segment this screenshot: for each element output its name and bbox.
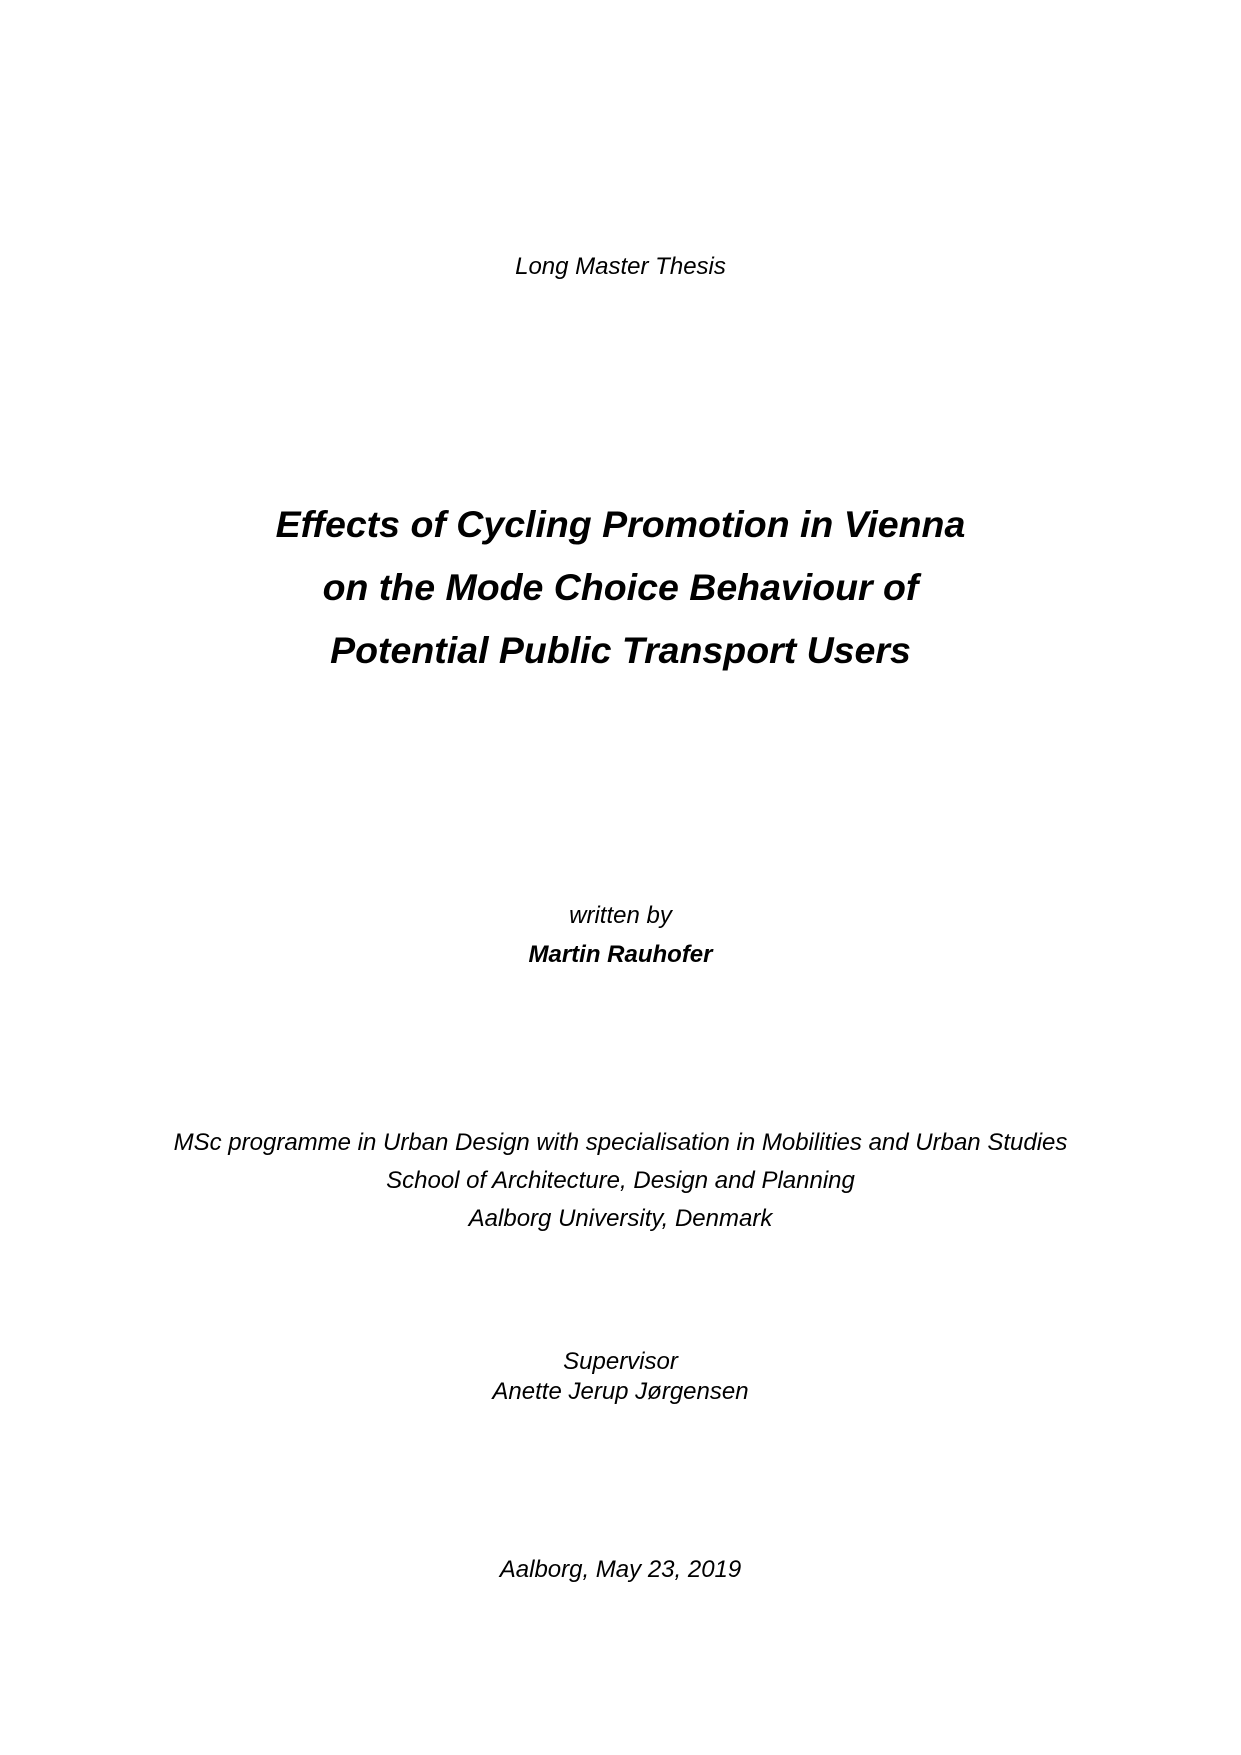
title-line-2: on the Mode Choice Behaviour of	[322, 566, 919, 608]
document-kicker: Long Master Thesis	[515, 253, 726, 280]
school-line: School of Architecture, Design and Planning	[386, 1167, 855, 1194]
programme-line: MSc programme in Urban Design with specialisation in Mobilities and Urban Studies	[173, 1129, 1068, 1156]
supervisor-label: Supervisor	[563, 1348, 678, 1375]
author-name: Martin Rauhofer	[528, 941, 713, 968]
supervisor-name: Anette Jerup Jørgensen	[492, 1378, 749, 1405]
byline	[0, 896, 1241, 974]
title-line-1: Effects of Cycling Promotion in Vienna	[275, 503, 966, 545]
byline-label: written by	[569, 902, 672, 929]
document-title	[0, 493, 1241, 682]
title-line-3: Potential Public Transport Users	[330, 629, 911, 671]
programme-info	[0, 1124, 1241, 1238]
supervisor-info	[0, 1347, 1241, 1407]
place-and-date: Aalborg, May 23, 2019	[499, 1556, 742, 1583]
university-line: Aalborg University, Denmark	[468, 1205, 773, 1232]
